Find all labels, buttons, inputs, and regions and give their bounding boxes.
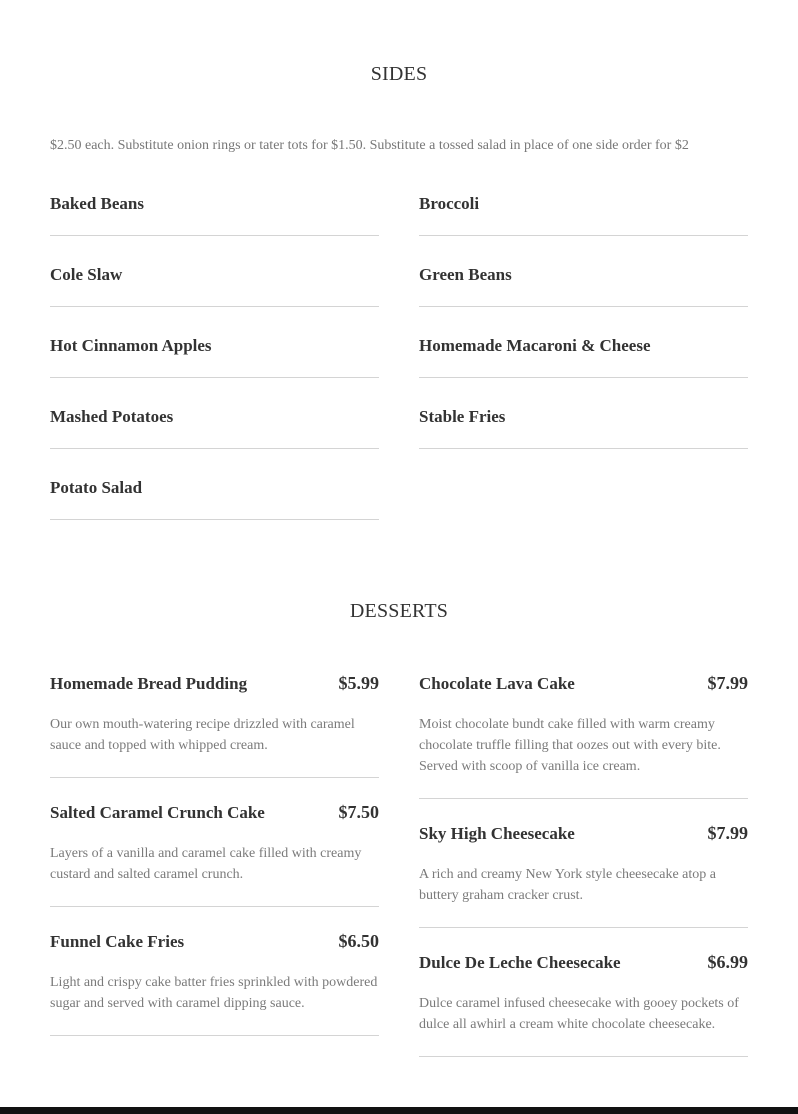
side-item-name: Cole Slaw: [50, 265, 123, 284]
dessert-price: $6.99: [707, 952, 748, 972]
dessert-description: A rich and creamy New York style cheesecake atop a buttery graham cracker crust.: [419, 867, 717, 903]
dessert-name: Homemade Bread Pudding: [50, 674, 248, 693]
side-item: [50, 253, 379, 307]
side-item-name: Potato Salad: [50, 478, 143, 497]
dessert-header: [50, 798, 379, 826]
side-item-name: Green Beans: [419, 265, 512, 284]
dessert-header: [50, 669, 379, 697]
sides-right-column: [419, 182, 748, 466]
dessert-name: Funnel Cake Fries: [50, 932, 185, 951]
sides-heading: SIDES: [370, 63, 428, 85]
side-item: [50, 324, 379, 378]
dessert-header: [419, 948, 748, 976]
dessert-description: Moist chocolate bundt cake filled with warm creamy chocolate truffle filling that oozes out with every bite. Served with scoop of vanilla ice cream.: [419, 717, 721, 774]
dessert-price: $7.99: [707, 823, 748, 843]
footer-bar: [0, 1107, 798, 1114]
dessert-header: [419, 669, 748, 697]
dessert-header: [419, 819, 748, 847]
dessert-item: [419, 948, 748, 1057]
dessert-name: Chocolate Lava Cake: [419, 674, 575, 693]
side-item-name: Mashed Potatoes: [50, 407, 174, 426]
sides-left-column: [50, 182, 379, 537]
desserts-left-column: [50, 669, 379, 1056]
side-item: [419, 324, 748, 378]
dessert-name: Dulce De Leche Cheesecake: [419, 953, 621, 972]
dessert-price: $7.99: [707, 673, 748, 693]
dessert-item: [419, 669, 748, 799]
dessert-name: Sky High Cheesecake: [419, 824, 575, 843]
side-item: [50, 466, 379, 520]
dessert-price: $6.50: [338, 931, 379, 951]
dessert-description: Light and crispy cake batter fries sprinkled with powdered sugar and served with caramel dipping sauce.: [50, 975, 378, 1011]
side-item: [50, 395, 379, 449]
dessert-item: [50, 798, 379, 907]
side-item: [419, 395, 748, 449]
dessert-item: [419, 819, 748, 928]
dessert-item: [50, 927, 379, 1036]
side-item: [419, 182, 748, 236]
dessert-price: $7.50: [338, 802, 379, 822]
side-item-name: Hot Cinnamon Apples: [50, 336, 212, 355]
sides-price-note: $2.50 each. Substitute onion rings or tater tots for $1.50. Substitute a tossed salad in place of one side order for $2: [50, 138, 689, 153]
side-item: [50, 182, 379, 236]
desserts-heading: DESSERTS: [349, 600, 449, 622]
dessert-price: $5.99: [338, 673, 379, 693]
side-item-name: Homemade Macaroni & Cheese: [419, 336, 651, 355]
dessert-item: [50, 669, 379, 778]
dessert-description: Layers of a vanilla and caramel cake filled with creamy custard and salted caramel crunch.: [50, 846, 362, 882]
side-item: [419, 253, 748, 307]
side-item-name: Baked Beans: [50, 194, 144, 213]
desserts-right-column: [419, 669, 748, 1077]
side-item-name: Stable Fries: [419, 407, 506, 426]
dessert-name: Salted Caramel Crunch Cake: [50, 803, 265, 822]
dessert-description: Dulce caramel infused cheesecake with gooey pockets of dulce all awhirl a cream white chocolate cheesecake.: [419, 996, 739, 1032]
side-item-name: Broccoli: [419, 194, 480, 213]
dessert-header: [50, 927, 379, 955]
dessert-description: Our own mouth-watering recipe drizzled with caramel sauce and topped with whipped cream.: [50, 717, 355, 753]
